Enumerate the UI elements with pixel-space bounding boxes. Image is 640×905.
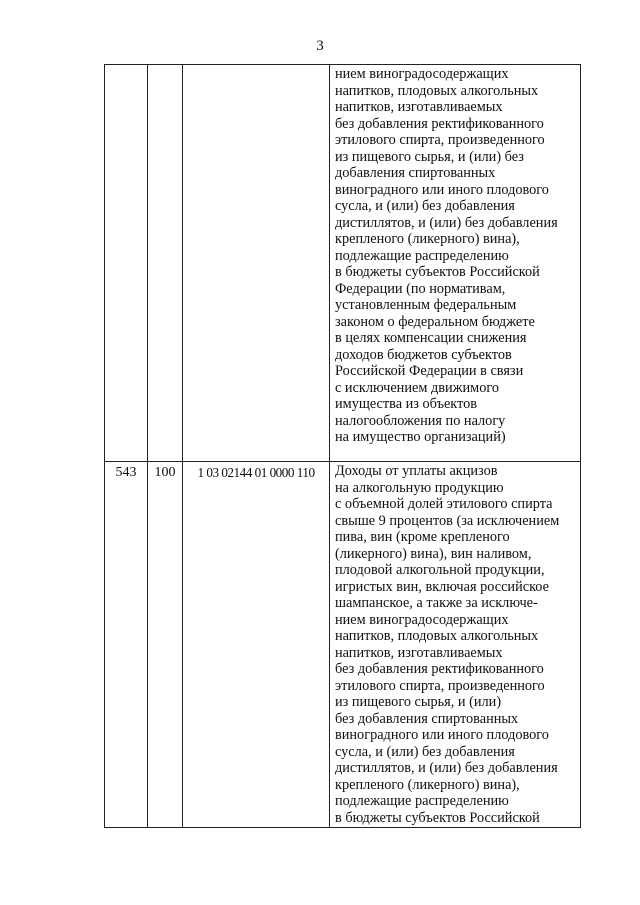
description-line: подлежащие распределению [335,247,509,264]
description-line: имущества из объектов [335,396,478,412]
description-line: крепленого (ликерного) вина), [335,231,520,247]
description-line: пива, вин (кроме крепленого [335,529,510,545]
admin-code-cell [105,65,148,462]
subcode-cell: 100 [148,462,183,828]
description-line: доходов бюджетов субъектов [335,346,512,363]
description-line: плодовой алкогольной продукции, [335,562,545,578]
description-line: напитков, изготавливаемых [335,99,503,115]
description-line: Доходы от уплаты акцизов [335,463,498,479]
description-line: с объемной долей этилового спирта [335,496,553,512]
description-line: сусла, и (или) без добавления [335,743,515,760]
description-line: Российской Федерации в связи [335,363,524,379]
description-line: дистиллятов, и (или) без добавления [335,214,558,231]
description-line: шампанское, а также за исключе- [335,595,538,611]
description-line: свыше 9 процентов (за исключением [335,512,560,529]
description-line: установленным федеральным [335,297,517,313]
description-line: добавления спиртованных [335,165,496,181]
page-number: 3 [316,38,324,54]
description-line: в целях компенсации снижения [335,330,527,346]
description-line: подлежащие распределению [335,793,509,809]
description-line: из пищевого сырья, и (или) [335,694,502,710]
description-line: напитков, плодовых алкогольных [335,82,539,99]
description-line: напитков, изготавливаемых [335,644,503,661]
description-line: в бюджеты субъектов Российской [335,809,540,826]
description-line: сусла, и (или) без добавления [335,198,515,214]
description-line: из пищевого сырья, и (или) без [335,148,524,165]
description-line: этилового спирта, произведенного [335,132,545,148]
table-row-continuation [105,65,581,462]
description-line: с исключением движимого [335,379,499,396]
description-line: без добавления ректификованного [335,661,544,677]
kbk-code-cell [183,65,330,462]
description-line: нием виноградосодержащих [335,66,509,82]
description-line: законом о федеральном бюджете [335,313,535,330]
description-line: дистиллятов, и (или) без добавления [335,760,558,776]
description-line: налогообложения по налогу [335,412,506,429]
description-line: игристых вин, включая российское [335,578,549,595]
description-line: на имущество организаций) [335,429,506,445]
budget-code-table [104,64,581,828]
admin-code-cell: 543 [105,462,148,828]
table-row-543 [105,462,581,828]
description-line: виноградного или иного плодового [335,181,549,198]
description-cell [330,462,581,828]
description-line: на алкогольную продукцию [335,479,504,496]
subcode-cell [148,65,183,462]
description-line: в бюджеты субъектов Российской [335,264,540,280]
description-line: (ликерного) вина), вин наливом, [335,545,532,562]
description-line: Федерации (по нормативам, [335,280,506,297]
description-line: без добавления ректификованного [335,115,544,132]
description-line: виноградного или иного плодового [335,727,549,743]
description-line: без добавления спиртованных [335,710,519,727]
description-line: крепленого (ликерного) вина), [335,776,520,793]
description-line: этилового спирта, произведенного [335,677,545,694]
description-line: нием виноградосодержащих [335,611,509,628]
kbk-code-cell: 1 03 02144 01 0000 110 [183,462,330,828]
description-line: напитков, плодовых алкогольных [335,628,539,644]
description-cell [330,65,581,462]
